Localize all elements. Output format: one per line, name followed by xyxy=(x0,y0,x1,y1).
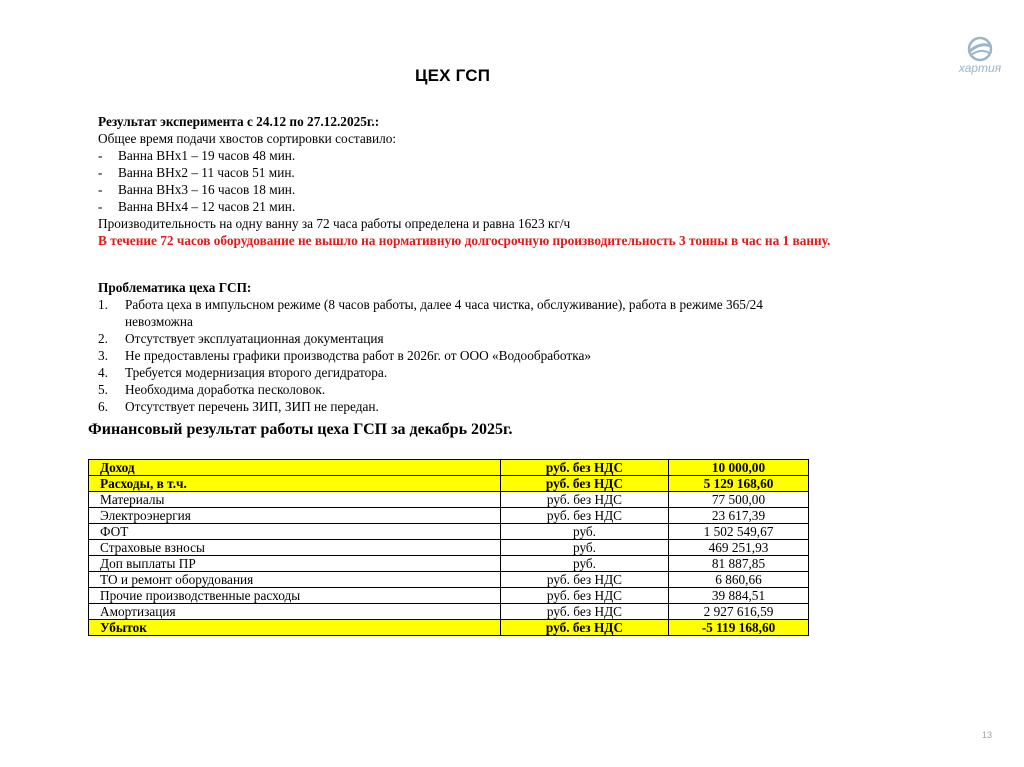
row-name: Материалы xyxy=(89,492,501,508)
row-value: 1 502 549,67 xyxy=(669,524,809,540)
table-row xyxy=(89,588,809,604)
list-item: 2. Отсутствует эксплуатационная документация xyxy=(98,330,828,347)
experiment-section xyxy=(98,113,858,249)
globe-swoosh-logo-icon xyxy=(967,36,993,62)
row-unit: руб. xyxy=(501,556,669,572)
row-name: Электроэнергия xyxy=(89,508,501,524)
warning-text: В течение 72 часов оборудование не вышло на нормативную долгосрочную производительность 3 тонны в час на 1 ванну. xyxy=(98,233,831,248)
row-value: -5 119 168,60 xyxy=(669,620,809,636)
list-item-text: Требуется модернизация второго дегидратора. xyxy=(125,365,388,380)
row-value: 23 617,39 xyxy=(669,508,809,524)
list-item-text: Работа цеха в импульсном режиме (8 часов работы, далее 4 часа чистка, обслуживание), работа в режиме 365/24 невозможна xyxy=(125,297,763,329)
row-name: ТО и ремонт оборудования xyxy=(89,572,501,588)
row-unit: руб. без НДС xyxy=(501,588,669,604)
page-title: ЦЕХ ГСП xyxy=(415,66,491,85)
table-row-income xyxy=(89,460,809,476)
logo-text: хартия xyxy=(958,61,1002,75)
list-item: 3. Не предоставлены графики производства работ в 2026г. от ООО «Водообработка» xyxy=(98,347,828,364)
financial-table xyxy=(88,459,809,636)
row-name: Расходы, в т.ч. xyxy=(89,476,501,492)
row-name: Доход xyxy=(89,460,501,476)
experiment-intro: Общее время подачи хвостов сортировки составило: xyxy=(98,131,397,146)
row-value: 39 884,51 xyxy=(669,588,809,604)
list-item: 1. Работа цеха в импульсном режиме (8 часов работы, далее 4 часа чистка, обслуживание), работа в режиме 365/24 невозможна xyxy=(98,296,828,330)
table-row xyxy=(89,604,809,620)
list-item: 4. Требуется модернизация второго дегидратора. xyxy=(98,364,828,381)
list-item-text: Ванна ВНх4 – 12 часов 21 мин. xyxy=(118,199,296,214)
table-row xyxy=(89,508,809,524)
list-item: - Ванна ВНх2 – 11 часов 51 мин. xyxy=(98,165,295,180)
row-name: Амортизация xyxy=(89,604,501,620)
experiment-heading: Результат эксперимента с 24.12 по 27.12.2025г.: xyxy=(98,114,380,129)
company-logo xyxy=(955,36,1005,82)
list-item: 6. Отсутствует перечень ЗИП, ЗИП не передан. xyxy=(98,398,828,415)
page-number: 13 xyxy=(982,730,993,740)
row-name: Убыток xyxy=(89,620,501,636)
row-name: Страховые взносы xyxy=(89,540,501,556)
list-item-text: Не предоставлены графики производства работ в 2026г. от ООО «Водообработка» xyxy=(125,348,592,363)
row-value: 469 251,93 xyxy=(669,540,809,556)
table-row xyxy=(89,492,809,508)
row-value: 81 887,85 xyxy=(669,556,809,572)
table-row-loss xyxy=(89,620,809,636)
row-unit: руб. без НДС xyxy=(501,460,669,476)
row-unit: руб. xyxy=(501,540,669,556)
list-item-text: Ванна ВНх2 – 11 часов 51 мин. xyxy=(118,165,295,180)
list-item-text: Ванна ВНх3 – 16 часов 18 мин. xyxy=(118,182,296,197)
row-unit: руб. без НДС xyxy=(501,476,669,492)
productivity-text: Производительность на одну ванну за 72 часа работы определена и равна 1623 кг/ч xyxy=(98,216,571,231)
problems-heading: Проблематика цеха ГСП: xyxy=(98,280,252,295)
row-unit: руб. без НДС xyxy=(501,620,669,636)
row-unit: руб. без НДС xyxy=(501,604,669,620)
list-item-text: Отсутствует перечень ЗИП, ЗИП не передан. xyxy=(125,399,379,414)
table-row xyxy=(89,556,809,572)
list-item-text: Отсутствует эксплуатационная документация xyxy=(125,331,384,346)
row-value: 5 129 168,60 xyxy=(669,476,809,492)
list-item: - Ванна ВНх1 – 19 часов 48 мин. xyxy=(98,148,296,163)
list-item: 5. Необходима доработка песколовок. xyxy=(98,381,828,398)
table-row xyxy=(89,540,809,556)
row-name: Прочие производственные расходы xyxy=(89,588,501,604)
list-item-text: Необходима доработка песколовок. xyxy=(125,382,326,397)
row-value: 6 860,66 xyxy=(669,572,809,588)
row-unit: руб. без НДС xyxy=(501,572,669,588)
row-name: ФОТ xyxy=(89,524,501,540)
row-value: 77 500,00 xyxy=(669,492,809,508)
list-item: - Ванна ВНх3 – 16 часов 18 мин. xyxy=(98,182,296,197)
row-name: Доп выплаты ПР xyxy=(89,556,501,572)
row-value: 10 000,00 xyxy=(669,460,809,476)
row-value: 2 927 616,59 xyxy=(669,604,809,620)
table-row xyxy=(89,524,809,540)
row-unit: руб. без НДС xyxy=(501,508,669,524)
financial-title: Финансовый результат работы цеха ГСП за декабрь 2025г. xyxy=(88,421,513,438)
row-unit: руб. xyxy=(501,524,669,540)
problems-section xyxy=(98,279,828,415)
row-unit: руб. без НДС xyxy=(501,492,669,508)
table-row xyxy=(89,572,809,588)
list-item: - Ванна ВНх4 – 12 часов 21 мин. xyxy=(98,199,296,214)
list-item-text: Ванна ВНх1 – 19 часов 48 мин. xyxy=(118,148,296,163)
table-row-expenses xyxy=(89,476,809,492)
